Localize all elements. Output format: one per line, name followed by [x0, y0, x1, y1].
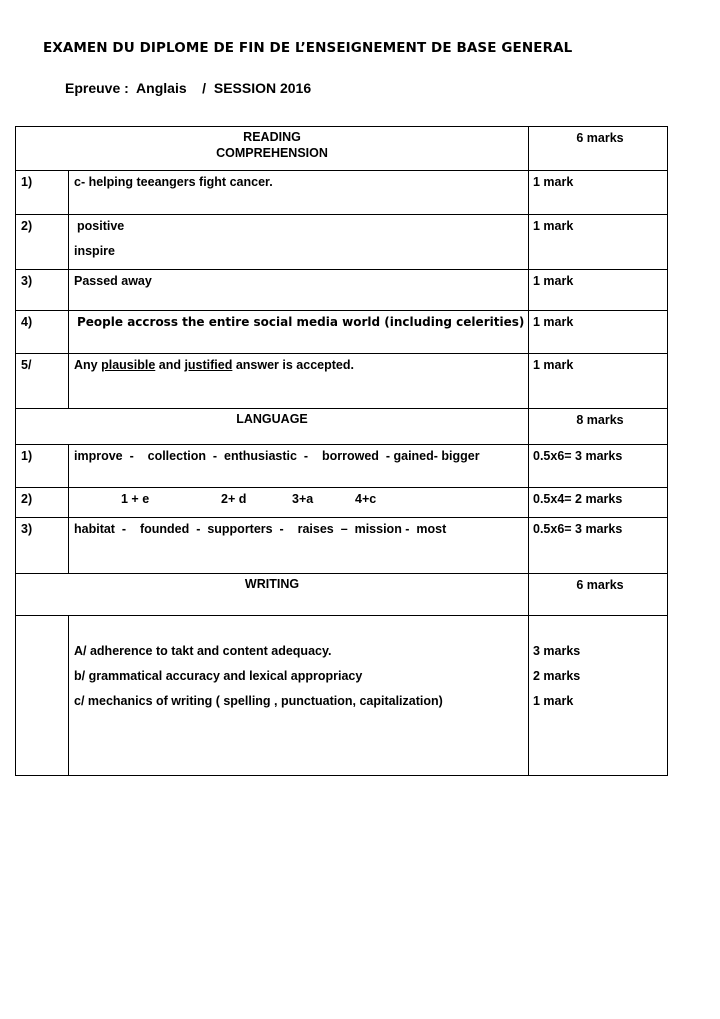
table-row — [16, 215, 668, 270]
writing-section-header — [16, 574, 668, 616]
question-number: 2) — [16, 215, 69, 270]
answer-text: positive — [77, 219, 125, 233]
answer-text: habitat - founded - supporters - raises – mission - most — [69, 518, 529, 574]
writing-marks: 6 marks — [529, 574, 668, 616]
answer-text: c- helping teeangers fight cancer. — [69, 171, 529, 215]
table-row — [16, 171, 668, 215]
answer-cell — [69, 354, 529, 409]
table-row — [16, 311, 668, 354]
mark-value: 1 mark — [529, 311, 668, 354]
criteria-marks-cell — [529, 616, 668, 776]
language-marks: 8 marks — [529, 409, 668, 445]
writing-criteria-row — [16, 616, 668, 776]
question-number: 1) — [16, 445, 69, 488]
language-title: LANGUAGE — [16, 409, 529, 445]
criterion-mark: 3 marks — [533, 644, 581, 658]
table-row — [16, 488, 668, 518]
exam-subject-session: Epreuve : Anglais / SESSION 2016 — [65, 80, 312, 96]
mark-value: 0.5x6= 3 marks — [529, 445, 668, 488]
mark-value: 1 mark — [529, 354, 668, 409]
mark-value: 1 mark — [529, 215, 668, 270]
criterion-text: A/ adherence to takt and content adequacy. — [74, 644, 332, 658]
criteria-cell — [69, 616, 529, 776]
underlined-word: plausible — [101, 358, 156, 372]
answer-text: and — [155, 358, 185, 372]
question-number: 4) — [16, 311, 69, 354]
underlined-word: justified — [184, 358, 233, 372]
criterion-text: b/ grammatical accuracy and lexical appropriacy — [74, 669, 363, 683]
criterion-text: c/ mechanics of writing ( spelling , punctuation, capitalization) — [74, 694, 443, 708]
question-number: 3) — [16, 270, 69, 311]
answer-text: People accross the entire social media world (including celerities) — [77, 315, 525, 329]
answer-text: improve - collection - enthusiastic - borrowed - gained- bigger — [69, 445, 529, 488]
answer-cell — [69, 215, 529, 270]
match-item: 2+ d — [221, 492, 247, 506]
matching-answers — [69, 488, 529, 518]
question-number: 1) — [16, 171, 69, 215]
table-row — [16, 354, 668, 409]
answer-text: Any — [74, 358, 102, 372]
reading-section-header — [16, 127, 668, 171]
table-row — [16, 518, 668, 574]
mark-value: 1 mark — [529, 270, 668, 311]
match-item: 3+a — [292, 492, 314, 506]
reading-title: READING — [243, 130, 301, 144]
document-title: EXAMEN DU DIPLOME DE FIN DE L’ENSEIGNEMENT DE BASE GENERAL — [43, 40, 573, 56]
writing-title: WRITING — [16, 574, 529, 616]
table-row — [16, 270, 668, 311]
question-number: 5/ — [16, 354, 69, 409]
answer-text: Passed away — [69, 270, 529, 311]
answer-text: inspire — [74, 244, 115, 258]
mark-value: 0.5x6= 3 marks — [529, 518, 668, 574]
answer-cell — [69, 311, 529, 354]
answer-text: answer is accepted. — [232, 358, 354, 372]
criterion-mark: 2 marks — [533, 669, 581, 683]
empty-cell — [16, 616, 69, 776]
language-section-header — [16, 409, 668, 445]
mark-value: 0.5x4= 2 marks — [529, 488, 668, 518]
reading-marks: 6 marks — [529, 127, 668, 171]
question-number: 2) — [16, 488, 69, 518]
reading-title-cell — [16, 127, 529, 171]
marking-scheme-table — [15, 126, 668, 776]
match-item: 1 + e — [121, 492, 150, 506]
mark-value: 1 mark — [529, 171, 668, 215]
criterion-mark: 1 mark — [533, 694, 574, 708]
match-item: 4+c — [355, 492, 377, 506]
table-row — [16, 445, 668, 488]
comprehension-title: COMPREHENSION — [216, 146, 328, 160]
question-number: 3) — [16, 518, 69, 574]
